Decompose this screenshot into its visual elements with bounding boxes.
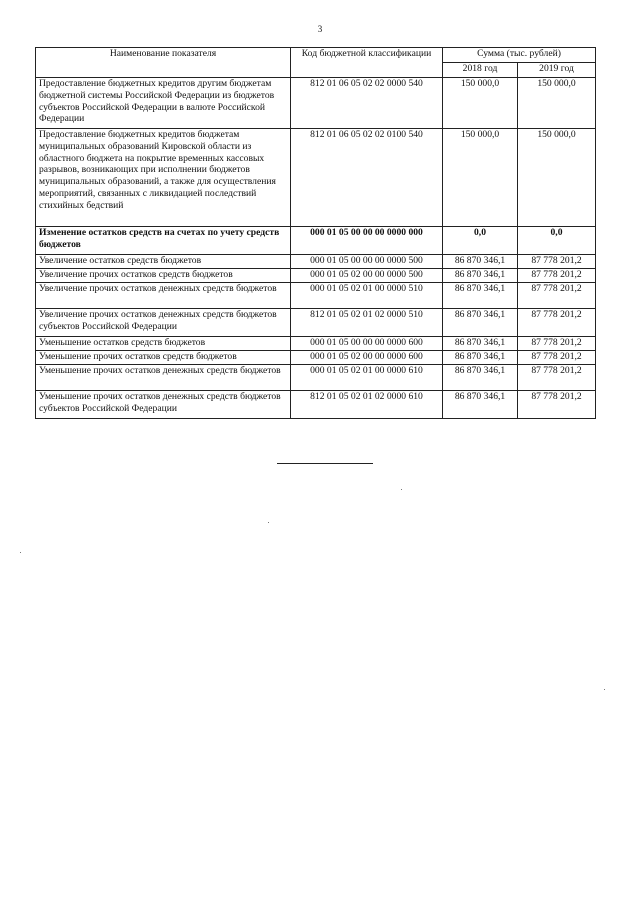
row-value-2019: 87 778 201,2 [518, 255, 596, 269]
table-row [36, 391, 596, 419]
row-name: Предоставление бюджетных кредитов другим бюджетам бюджетной системы Российской Федерации из бюджетов субъектов Российской Федерации в валюте Российской Федерации [36, 78, 291, 129]
row-value-2018: 86 870 346,1 [443, 365, 518, 391]
scan-speck [401, 489, 402, 490]
row-name: Увеличение прочих остатков денежных средств бюджетов субъектов Российской Федерации [36, 309, 291, 337]
row-value-2019: 87 778 201,2 [518, 309, 596, 337]
header-indicator-name: Наименование показателя [36, 48, 291, 78]
row-value-2019: 87 778 201,2 [518, 283, 596, 309]
row-name: Увеличение прочих остатков денежных средств бюджетов [36, 283, 291, 309]
header-year-2018: 2018 год [443, 63, 518, 78]
row-value-2018: 86 870 346,1 [443, 337, 518, 351]
row-name: Увеличение остатков средств бюджетов [36, 255, 291, 269]
table-row [36, 129, 596, 227]
header-sum: Сумма (тыс. рублей) [443, 48, 596, 63]
row-name: Изменение остатков средств на счетах по учету средств бюджетов [36, 227, 291, 255]
row-value-2018: 86 870 346,1 [443, 391, 518, 419]
header-year-2019: 2019 год [518, 63, 596, 78]
row-name: Уменьшение остатков средств бюджетов [36, 337, 291, 351]
page-number: 3 [317, 24, 323, 34]
row-value-2018: 86 870 346,1 [443, 283, 518, 309]
table-row [36, 255, 596, 269]
row-value-2018: 86 870 346,1 [443, 351, 518, 365]
row-value-2019: 87 778 201,2 [518, 351, 596, 365]
row-value-2018: 86 870 346,1 [443, 309, 518, 337]
row-value-2018: 150 000,0 [443, 78, 518, 129]
row-code: 000 01 05 00 00 00 0000 500 [291, 255, 443, 269]
row-name: Уменьшение прочих остатков денежных средств бюджетов [36, 365, 291, 391]
table-row [36, 309, 596, 337]
row-value-2018: 0,0 [443, 227, 518, 255]
row-value-2018: 86 870 346,1 [443, 255, 518, 269]
row-value-2019: 0,0 [518, 227, 596, 255]
table-row [36, 269, 596, 283]
row-name: Предоставление бюджетных кредитов бюджетам муниципальных образований Кировской области из областного бюджета на покрытие временных кассовых разрывов, возникающих при исполнении бюджетов муниципальных образований, а также для осуществления мероприятий, связанных с ликвидацией последствий стихийных бедствий [36, 129, 291, 227]
row-value-2019: 150 000,0 [518, 129, 596, 227]
row-name: Уменьшение прочих остатков средств бюджетов [36, 351, 291, 365]
row-value-2019: 87 778 201,2 [518, 269, 596, 283]
row-value-2019: 87 778 201,2 [518, 337, 596, 351]
row-code: 000 01 05 02 00 00 0000 600 [291, 351, 443, 365]
row-name: Увеличение прочих остатков средств бюджетов [36, 269, 291, 283]
row-value-2019: 150 000,0 [518, 78, 596, 129]
budget-table [35, 47, 596, 419]
table-row [36, 78, 596, 129]
row-code: 000 01 05 02 01 00 0000 510 [291, 283, 443, 309]
table-row [36, 365, 596, 391]
row-code: 000 01 05 00 00 00 0000 000 [291, 227, 443, 255]
scan-speck [268, 522, 269, 523]
table-row [36, 337, 596, 351]
row-code: 000 01 05 02 01 00 0000 610 [291, 365, 443, 391]
row-code: 000 01 05 00 00 00 0000 600 [291, 337, 443, 351]
row-code: 812 01 05 02 01 02 0000 510 [291, 309, 443, 337]
row-value-2019: 87 778 201,2 [518, 391, 596, 419]
row-value-2019: 87 778 201,2 [518, 365, 596, 391]
scan-speck [20, 552, 21, 553]
row-code: 812 01 06 05 02 02 0000 540 [291, 78, 443, 129]
separator-line [277, 463, 373, 464]
scan-speck [604, 689, 605, 690]
row-value-2018: 86 870 346,1 [443, 269, 518, 283]
table-row [36, 351, 596, 365]
header-budget-code: Код бюджетной классификации [291, 48, 443, 78]
table-row [36, 283, 596, 309]
row-name: Уменьшение прочих остатков денежных средств бюджетов субъектов Российской Федерации [36, 391, 291, 419]
row-code: 812 01 06 05 02 02 0100 540 [291, 129, 443, 227]
table-row [36, 227, 596, 255]
row-value-2018: 150 000,0 [443, 129, 518, 227]
row-code: 812 01 05 02 01 02 0000 610 [291, 391, 443, 419]
row-code: 000 01 05 02 00 00 0000 500 [291, 269, 443, 283]
